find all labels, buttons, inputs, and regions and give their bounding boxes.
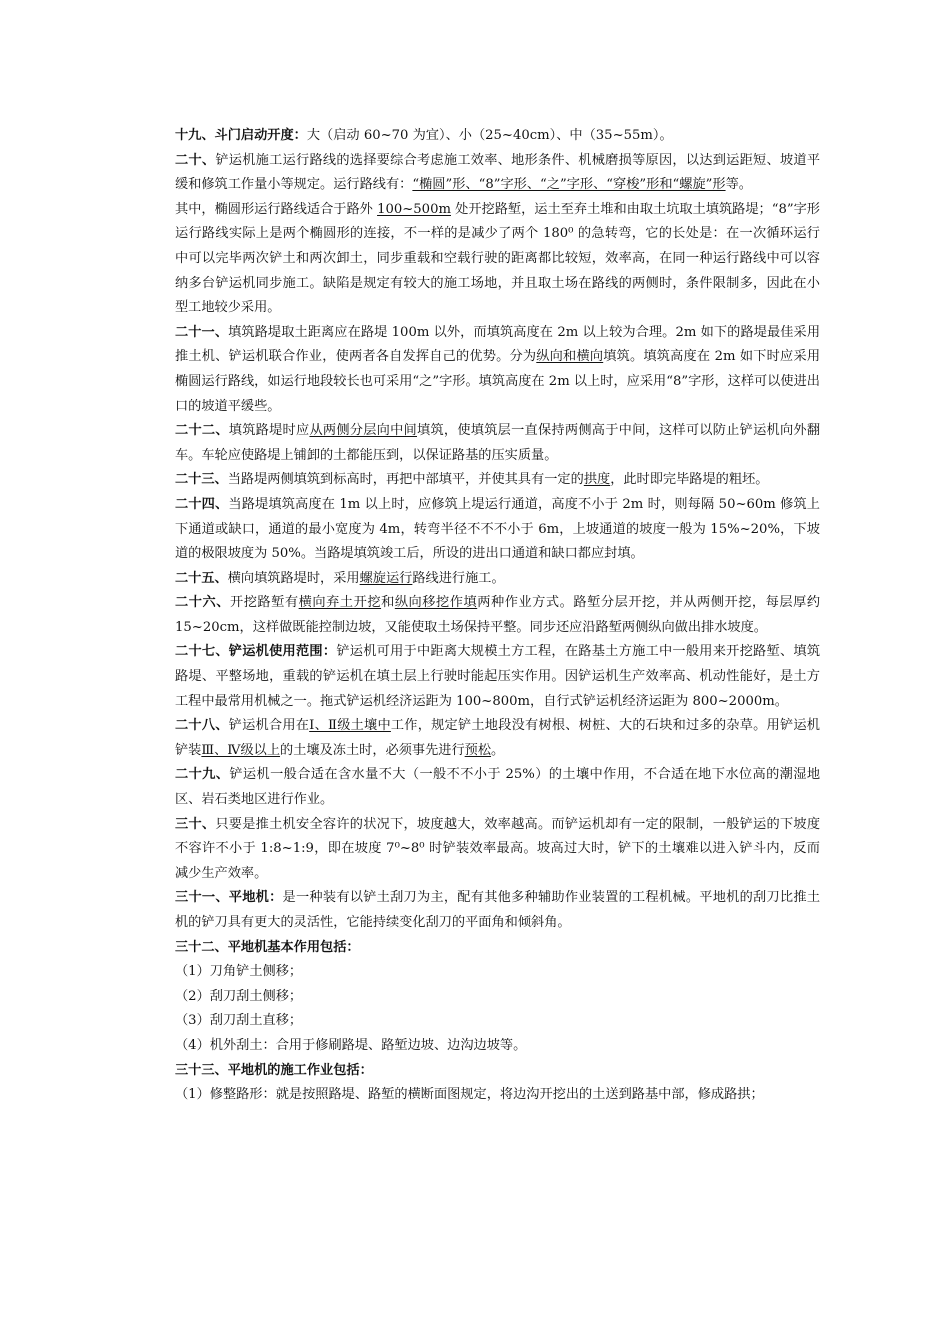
underlined-text: 从两侧分层向中间 [309,423,417,439]
text-run: 大（启动 60~70 为宜）、小（25~40cm）、中（35~55m）。 [306,128,673,143]
paragraph [175,198,820,321]
underlined-text: “椭圆”形、“8”字形、“之”字形、“穿梭”形和“螺旋”形 [412,177,726,193]
underlined-text: Ⅰ、Ⅱ级土壤中 [309,718,391,734]
heading-text: 二十三、 [175,472,228,488]
heading-text: 三十三、平地机的施工作业包括： [175,1062,373,1078]
heading-text: 三十、 [175,816,216,832]
text-run: 处开挖路堑，运土至弃土堆和由取土坑取土填筑路堤；“8”字形运行路线实际上是两个椭圆形的连接，不一样的是减少了两个 180⁰ 的急转弯，它的长处是：在一次循环运行中可以完毕两次铲土和两次卸土，同步重载和空载行驶的距离都比较短，效率高，在同一种运行路线中可以容纳多台铲运机同步施工。缺陷是规定有较大的施工场地，并且取土场在路线的两侧时，条件限制多，因此在小型工地较少采用。 [175,201,820,316]
heading-text: 二十九、 [175,767,230,783]
paragraph [175,149,820,198]
text-run: 铲运机可用于中距离大规模土方工程，在路基土方施工中一般用来开挖路堑、填筑路堤、平整场地，重载的铲运机在填土层上行驶时能起压实作用。因铲运机生产效率高、机动性能好，是土方工程中最常用机械之一。拖式铲运机经济运距为 100~800m，自行式铲运机经济运距为 800~2000m。 [175,644,821,709]
text-run: 填筑，使填筑层一直保持两侧高于中间，这样可以防止铲运机向外翻车。车轮应使路堤上铺卸的土都能压到，以保证路基的压实质量。 [175,423,821,463]
paragraph [175,714,820,763]
underlined-text: 纵向移挖作填 [394,595,478,611]
underlined-text: 100~500m [377,201,451,217]
text-run: 工作，规定铲土地段没有树根、树桩、大的石块和过多的杂草。用铲运机铲装 [175,718,820,758]
text-run: 填筑路堤取土距离应在路堤 100m 以外，而填筑高度在 2m 以上较为合理。2m 如下的路堤最佳采用推土机、铲运机联合作业，使两者各自发挥自己的优势。分为 [175,324,820,365]
text-run: （3）刮刀刮土直移； [175,1013,303,1029]
text-run: 填筑路堤时应 [228,423,310,439]
paragraph [175,567,820,592]
underlined-text: Ⅲ、Ⅳ级以上 [201,742,281,758]
text-run: 其中，椭圆形运行路线适合于路外 [175,201,378,217]
heading-text: 二十八、 [175,718,229,734]
text-run: 填筑。填筑高度在 2m 如下时应采用椭圆运行路线，如运行地段较长也可采用“之”字形。填筑高度在 2m 以上时，应采用“8”字形，这样可以使进出口的坡道平缓些。 [175,349,821,414]
underlined-text: 纵向和横向 [536,349,604,365]
heading-text: 二十六、 [175,595,230,611]
text-run: （1）修整路形：就是按照路堤、路堑的横断面图规定，将边沟开挖出的土送到路基中部，修成路拱； [175,1087,764,1103]
paragraph [175,936,820,961]
heading-text: 二十四、 [175,496,229,512]
paragraph [175,321,820,419]
underlined-text: 拱度 [583,472,611,488]
text-run: 的土壤及冻土时，必须事先进行 [280,742,465,758]
paragraph [175,813,820,887]
paragraph [175,960,820,985]
text-run: 开挖路堑有 [229,595,299,611]
text-run: 铲运机合用在 [228,718,310,734]
text-run: ，此时即完毕路堤的粗坯。 [610,472,769,488]
text-run: （4）机外刮土：合用于修刷路堤、路堑边坡、边沟边坡等。 [175,1037,527,1053]
paragraph [175,419,820,468]
heading-text: 三十二、平地机基本作用包括： [175,939,360,955]
text-run: 铲运机一般合适在含水量不大（一般不不小于 25%）的土壤中作用，不合适在地下水位高的潮湿地区、岩石类地区进行作业。 [175,767,821,808]
paragraph [175,985,820,1010]
text-run: 。 [491,742,505,758]
text-run: 路线进行施工。 [412,570,505,586]
paragraph [175,640,820,714]
heading-text: 二十二、 [175,423,229,439]
underlined-text: 横向弃土开挖 [298,595,382,611]
text-run: （1）刀角铲土侧移； [175,964,303,980]
paragraph [175,1059,820,1084]
paragraph [175,1009,820,1034]
text-run: 铲运机施工运行路线的选择要综合考虑施工效率、地形条件、机械磨损等原因，以达到运距短、坡道平缓和修筑工作量小等规定。运行路线有： [175,152,821,193]
paragraph [175,1083,820,1108]
heading-text: 二十五、 [175,570,228,586]
heading-text: 二十七、铲运机使用范围： [175,644,337,660]
underlined-text: 螺旋运行 [359,570,413,586]
text-run: 两种作业方式。路堑分层开挖，并从两侧开挖，每层厚约 15~20cm，这样做既能控制边坡，又能使取土场保持平整。同步还应沿路堑两侧纵向做出排水坡度。 [175,595,821,635]
heading-text: 三十一、平地机： [175,890,283,906]
text-run: 和 [381,595,395,611]
paragraph [175,763,820,812]
document-body [175,124,820,1108]
underlined-text: 预松 [464,742,492,758]
paragraph [175,1034,820,1059]
text-run: 当路堤两侧填筑到标高时，再把中部填平，并使其具有一定的 [227,472,584,488]
text-run: 只要是推土机安全容许的状况下，坡度越大，效率越高。而铲运机却有一定的限制，一般铲运的下坡度不容许不小于 1:8~1:9，即在坡度 7⁰~8⁰ 时铲装效率最高。坡高过大时，铲下的土壤难以进入铲斗内，反而减少生产效率。 [175,816,821,881]
heading-text: 二十、 [175,152,216,168]
heading-text: 二十一、 [175,324,229,340]
paragraph [175,886,820,935]
paragraph [175,468,820,493]
text-run: 横向填筑路堤时，采用 [227,570,360,586]
heading-text: 十九、斗门启动开度： [175,128,307,143]
text-run: 当路堤填筑高度在 1m 以上时，应修筑上堤运行通道，高度不小于 2m 时，则每隔 50~60m 修筑上下通道或缺口，通道的最小宽度为 4m，转弯半径不不不小于 6m，上坡通道的坡度一般为 15%~20%，下坡道的极限坡度为 50%。当路堤填筑竣工后，所设的进出口通道和缺口都应封填。 [175,496,820,562]
text-run: （2）刮刀刮土侧移； [175,988,303,1004]
paragraph [175,124,820,149]
text-run: 等。 [725,177,752,193]
paragraph [175,591,820,640]
text-run: 是一种装有以铲土刮刀为主，配有其他多种辅助作业装置的工程机械。平地机的刮刀比推土机的铲刀具有更大的灵活性，它能持续变化刮刀的平面角和倾斜角。 [175,890,821,930]
paragraph [175,493,820,567]
